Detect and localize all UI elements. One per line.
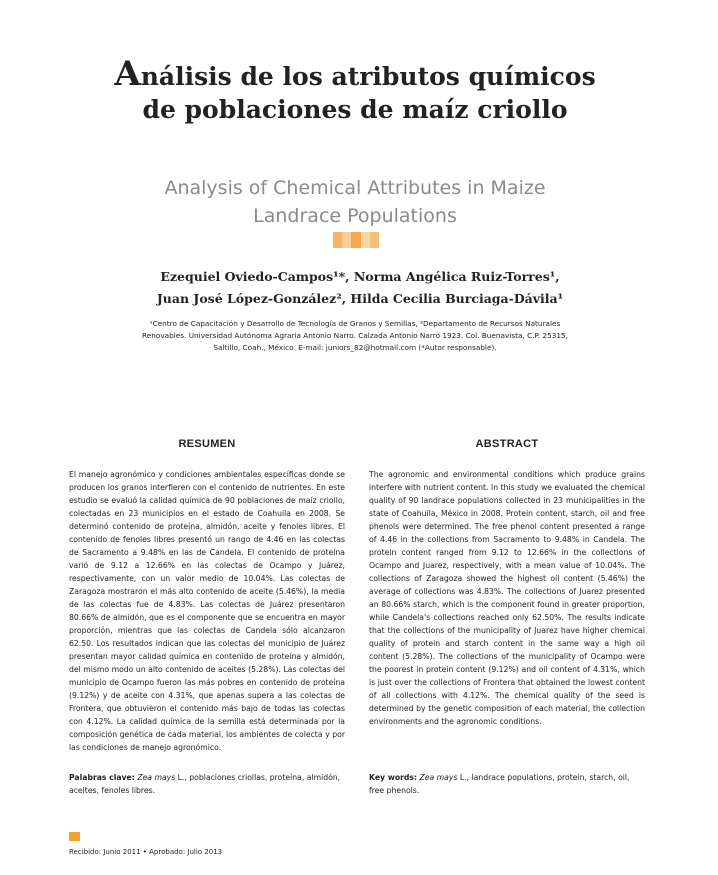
deco-segment [333,232,342,248]
deco-segment [342,232,351,248]
title-line-2: de poblaciones de maíz criollo [142,95,568,124]
abstract-text: The agronomic and environmental conditions which produce grains interfere with nutrient content. In this study we evaluated the chemical quality of 90 landrace populations collected in 23 municipalities in the state of Coahuila, México in 2008. Protein content, starch, oil and free phenols were determined. The free phenol content presented a range of 4.46 in the collections from Sacramento to 9.48% in Candela. The protein content ranged from 9.12 to 12.66% in the collections of Ocampo and Juarez, respectively, with a mean value of 10.04%. The collections of Zaragoza showed the highest oil content (5.46%) the average of collections was 4.83%. The collections of Juarez presented an 80.66% starch, which is the component found in greater proportion, while Candela's collections reached only 62.50%. The results indicate that the collections of the municipality of Juarez have higher chemical quality of protein and starch content in the same way a high oil content (5.28%). The collections of the municipality of Ocampo were the poorest in protein content (9.12%) and oil content of 4.31%, which is just over the collections of Frontera that obtained the lowest content of all collections with 4.12%. The chemical quality of the seed is determined by the genetic composition of each material, the collection environments and the agronomic conditions. [369,470,645,726]
english-title-line-1: Analysis of Chemical Attributes in Maize [164,177,546,199]
deco-segment [351,232,360,248]
keywords-es-rest: L., poblaciones criollas, proteína, almidón, aceites, fenoles libres. [69,773,341,795]
authors-line-1: Ezequiel Oviedo-Campos¹*, Norma Angélica Ruiz-Torres¹, [160,269,560,284]
affiliation-line-3: Saltillo, Coah., México. E-mail: juniors_82@hotmail.com (*Autor responsable). [213,343,497,352]
spanish-title [60,54,650,126]
title-dropcap: A [114,54,141,94]
english-title-line-2: Landrace Populations [253,205,457,227]
footer-accent-square [69,832,80,841]
english-title [110,174,600,230]
keywords-en-rest: L., landrace populations, protein, starch, oil, free phenols. [369,773,630,795]
resumen-section [69,438,345,754]
authors [60,266,660,310]
title-line-1 [60,54,650,94]
abstract-section [369,438,645,728]
affiliation [130,318,580,354]
affiliation-line-2: Renovables. Universidad Autónoma Agraria Antonio Narro. Calzada Antonio Narro 1923. Col. Buenavista, C.P. 25315, [142,331,568,340]
decorative-color-bar [333,232,379,248]
keywords-english [369,771,645,797]
affiliation-line-1: ¹Centro de Capacitación y Desarrollo de Tecnología de Granos y Semillas, ²Departamento de Recursos Naturales [149,319,561,328]
title-line-1-rest: nálisis de los atributos químicos [140,62,596,91]
abstract-heading: ABSTRACT [475,438,539,450]
authors-line-2: Juan José López-González², Hilda Cecilia Burciaga-Dávila¹ [156,291,564,306]
deco-segment [361,232,370,248]
keywords-spanish [69,771,345,797]
keywords-en-species: Zea mays [419,773,458,782]
deco-segment [370,232,379,248]
keywords-en-label: Key words: [369,773,418,782]
resumen-text: El manejo agronómico y condiciones ambientales específicas donde se producen los granos interfieren con el contenido de nutrientes. En este estudio se evaluó la calidad química de 90 poblaciones de maíz criollo, colectadas en 23 municipios en el estado de Coahuila en 2008. Se determinó contenido de proteína, almidón, aceite y fenoles libres. El contenido de fenoles libres presentó un rango de 4.46 en las colectas de Sacramento a 9.48% en las de Candela. El contenido de proteína varió de 9.12 a 12.66% en las colectas de Ocampo y Juárez, respectivamente, con un valor medio de 10.04%. Las colectas de Zaragoza mostraron el más alto contenido de aceite (5.46%), la media de las colectas fue de 4.83%. Las colectas de Juárez presentaron 80.66% de almidón, que es el componente que se encuentra en mayor proporción, mientras que las colectas de Candela sólo alcanzaron 62.50. Los resultados indican que las colectas del municipio de Juárez presentan mayor calidad química en contenido de proteína y almidón, del mismo modo un alto contenido de aceites (5.28%). Las colectas del municipio de Ocampo fueron las más pobres en contenido de proteína (9.12%) y de aceite con 4.31%, que apenas supera a las colectas de Frontera, que obtuvieron el contenido más bajo de todas las colectas con 4.12%. La calidad química de la semilla está determinada por la composición genética de cada material, los ambientes de colecta y por las condiciones de manejo agronómico. [69,470,345,752]
resumen-heading: RESUMEN [178,438,236,450]
keywords-es-species: Zea mays [137,773,176,782]
keywords-es-label: Palabras clave: [69,773,135,782]
received-approved-dates: Recibido: Junio 2011 • Aprobado: Julio 2013 [69,848,223,856]
